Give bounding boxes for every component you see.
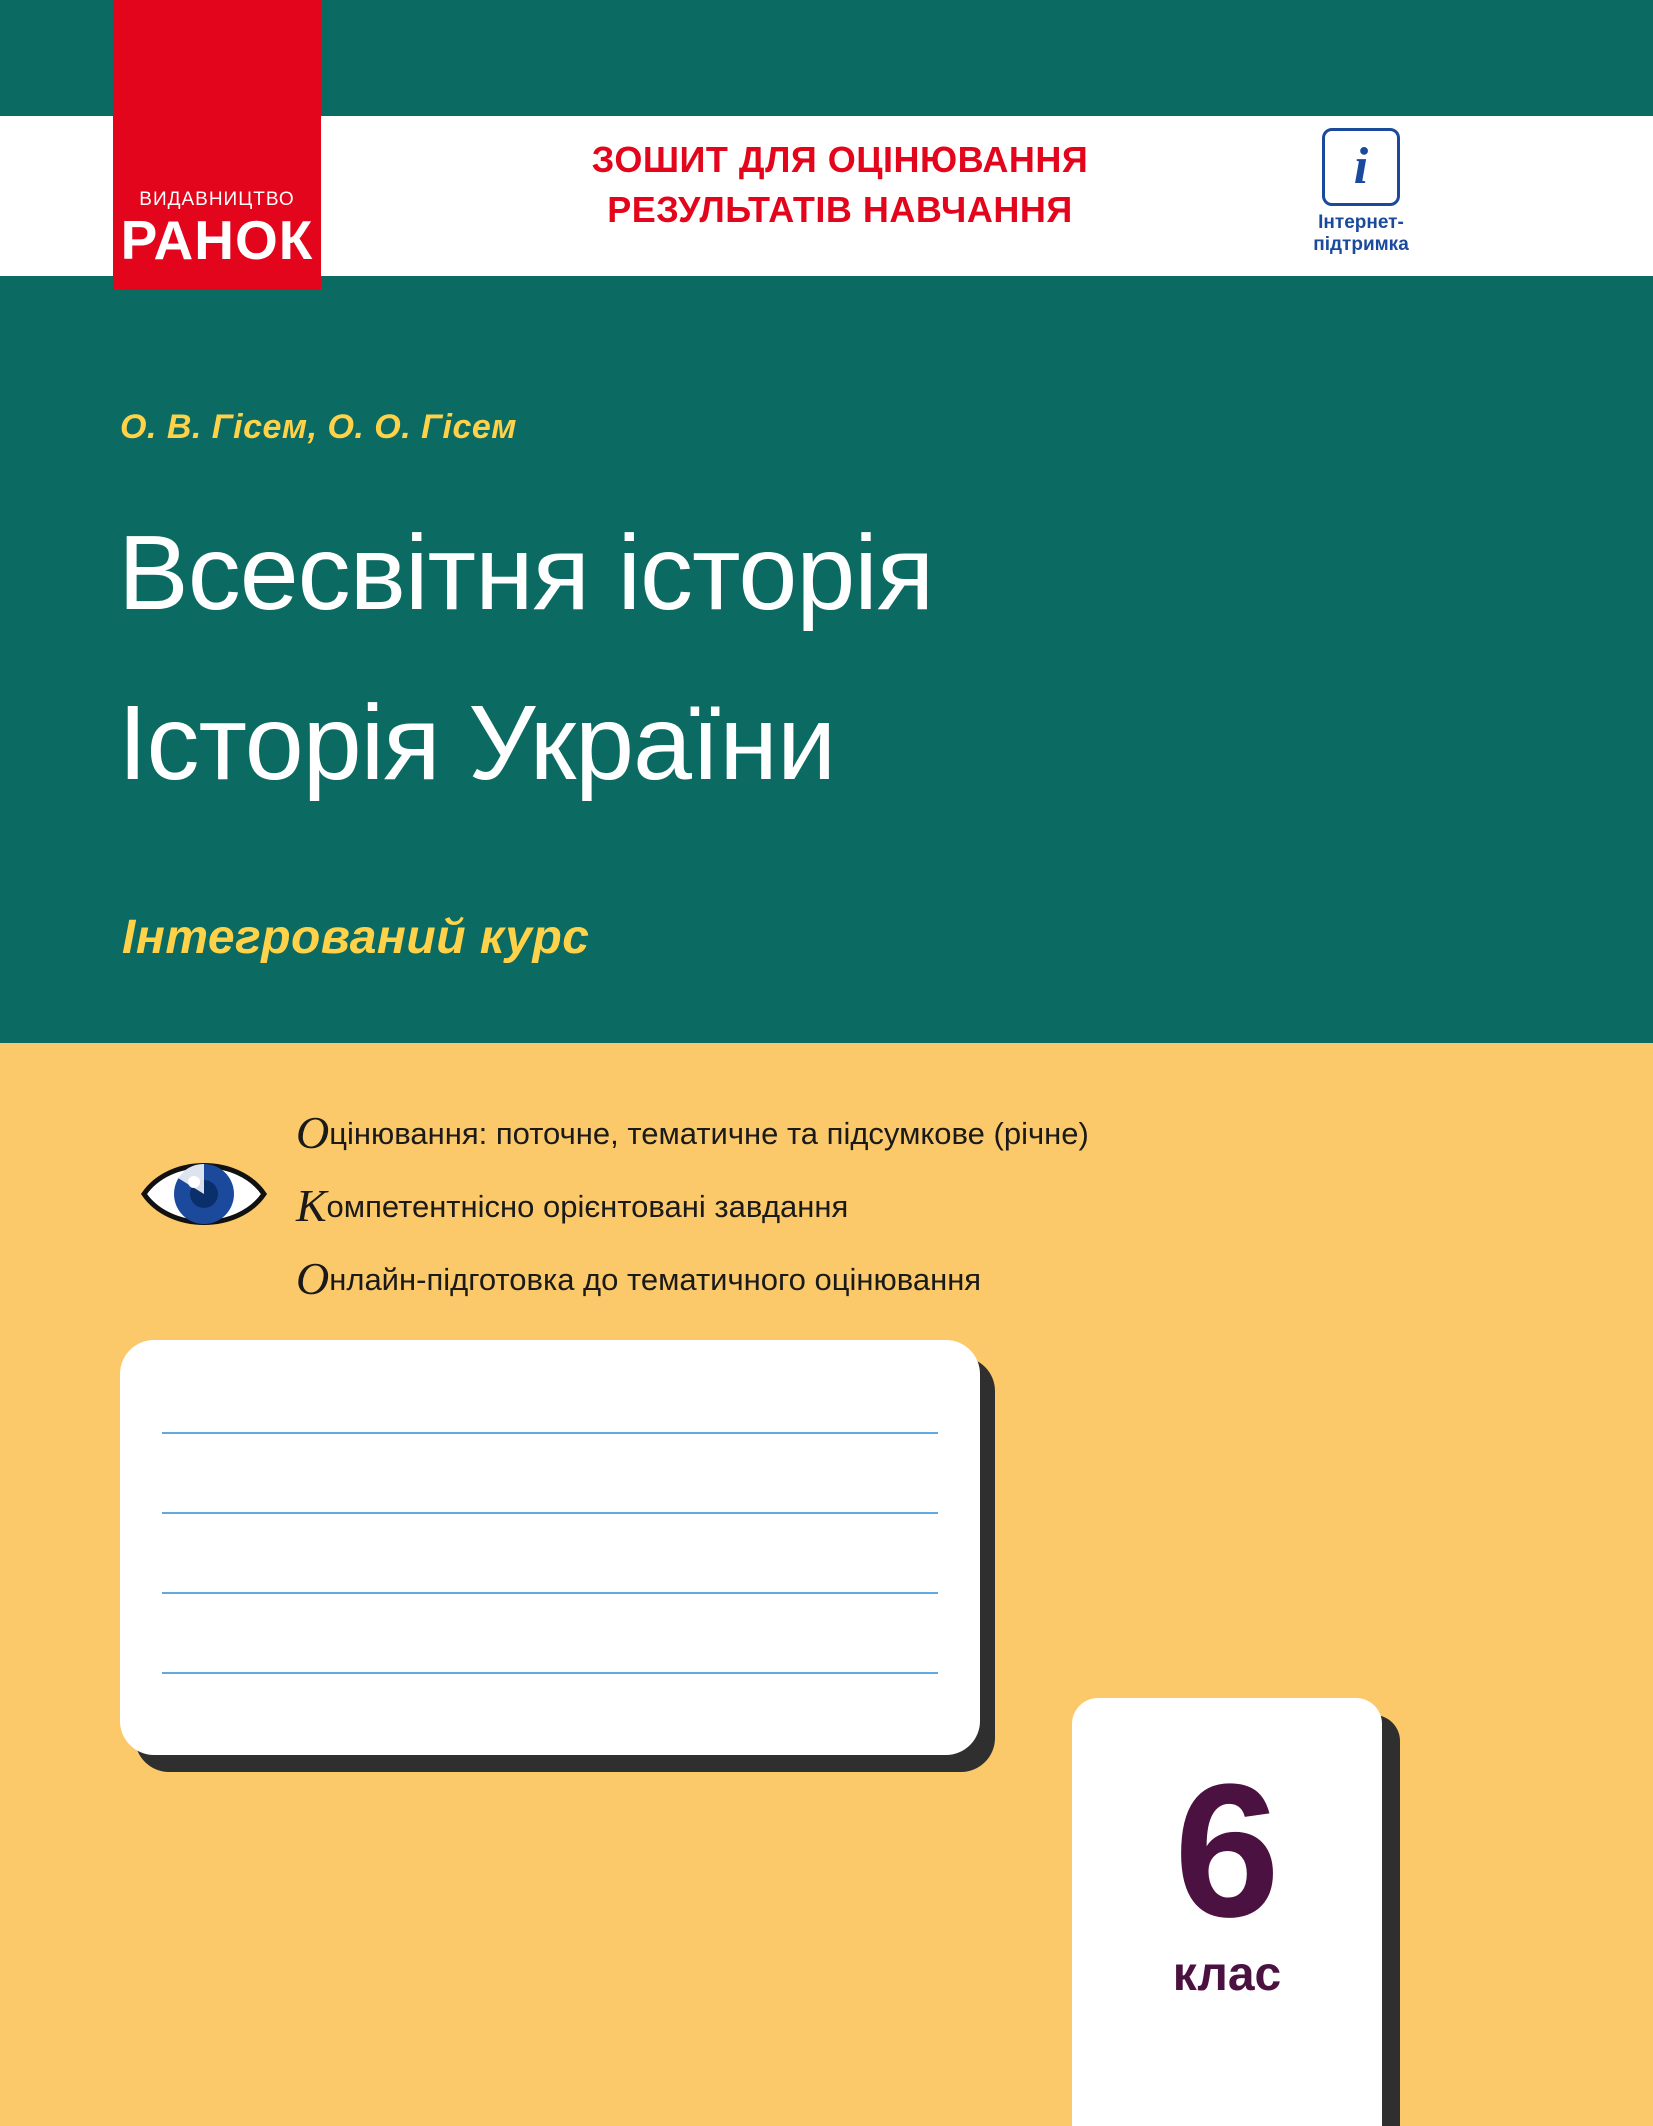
feature-initial: К — [296, 1180, 327, 1231]
writing-rule — [162, 1672, 938, 1674]
teal-divider-rule — [0, 1033, 1653, 1043]
authors: О. В. Гісем, О. О. Гісем — [120, 408, 517, 446]
internet-support-label-line2: підтримка — [1313, 233, 1409, 255]
grade-number: 6 — [1174, 1745, 1280, 1957]
series-title-line1: ЗОШИТ ДЛЯ ОЦІНЮВАННЯ — [591, 139, 1089, 180]
internet-support-label-line1: Інтернет- — [1318, 212, 1404, 233]
feature-text: нлайн-підготовка до тематичного оцінювання — [329, 1262, 982, 1297]
book-title-line1: Всесвітня історія — [118, 514, 934, 632]
book-title-line2: Історія України — [118, 684, 836, 802]
publisher-name: РАНОК — [120, 209, 314, 271]
info-icon: i — [1322, 128, 1400, 206]
book-subtitle: Інтегрований курс — [122, 911, 590, 964]
feature-text: цінювання: поточне, тематичне та підсумкове (річне) — [329, 1116, 1089, 1151]
feature-initial: О — [296, 1107, 330, 1158]
feature-list — [296, 1107, 1346, 1329]
grade-label: клас — [1172, 1948, 1282, 2002]
series-title — [460, 135, 1220, 234]
publisher-sublabel: ВИДАВНИЦТВО — [139, 189, 295, 210]
feature-text: омпетентнісно орієнтовані завдання — [326, 1189, 849, 1224]
feature-initial: О — [296, 1253, 330, 1304]
series-title-line2: РЕЗУЛЬТАТІВ НАВЧАННЯ — [607, 188, 1073, 230]
eye-icon — [140, 1148, 268, 1236]
writing-rule — [162, 1512, 938, 1514]
writing-card — [120, 1340, 980, 1755]
feature-item — [296, 1253, 1346, 1304]
grade-card — [1072, 1698, 1382, 2126]
internet-support-badge — [1296, 128, 1426, 256]
feature-item — [296, 1180, 1346, 1231]
writing-rule — [162, 1592, 938, 1594]
feature-item — [296, 1107, 1346, 1158]
writing-rule — [162, 1432, 938, 1434]
internet-support-label — [1296, 212, 1426, 256]
publisher-logo — [113, 0, 321, 290]
